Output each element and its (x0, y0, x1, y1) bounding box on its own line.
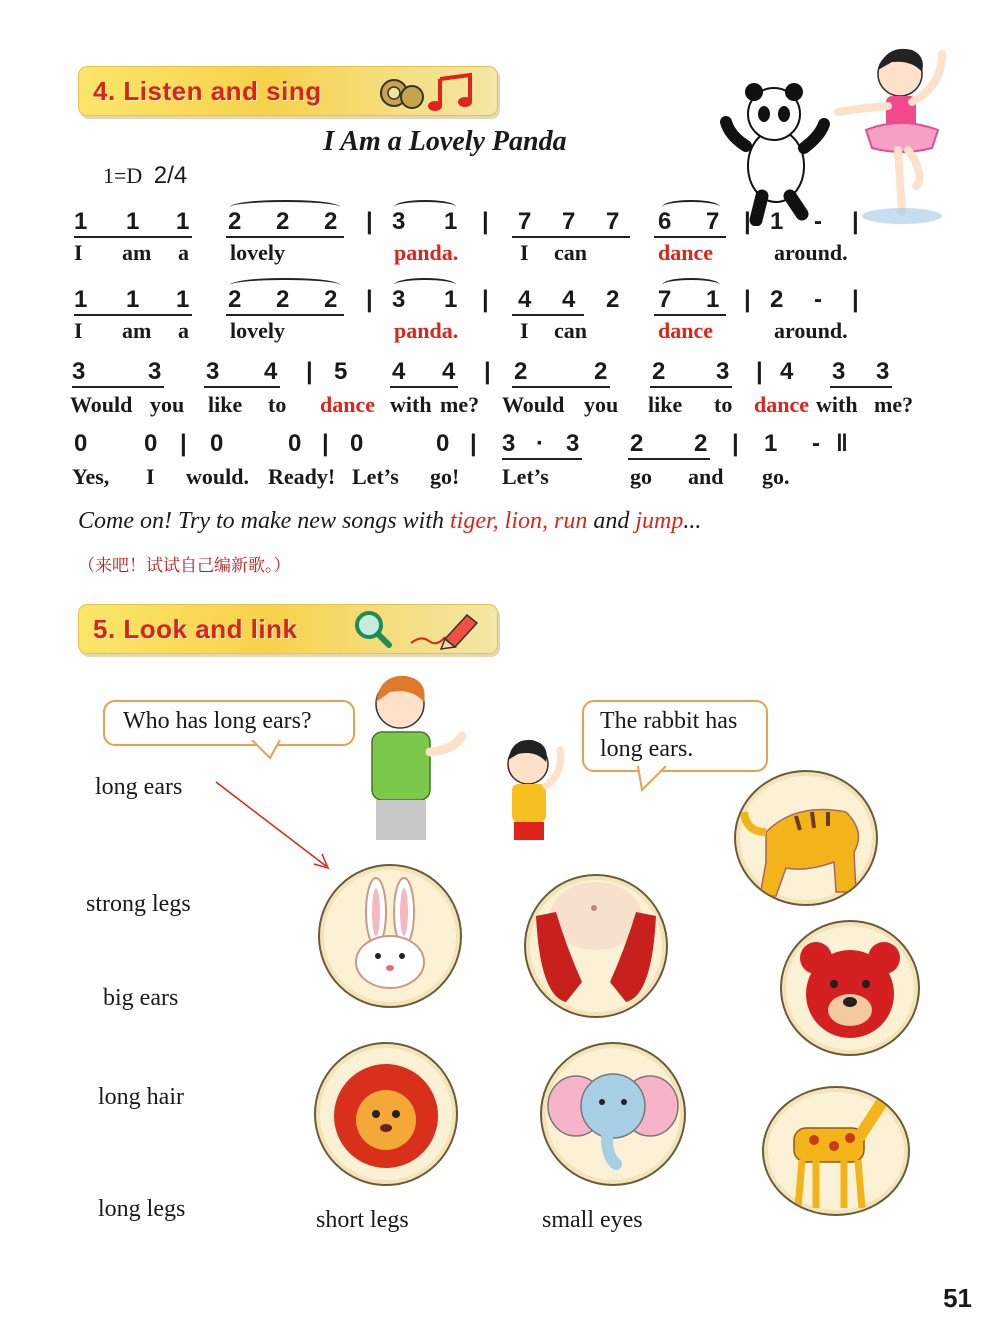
label-strong-legs[interactable]: strong legs (86, 891, 191, 917)
giraffe-icon (764, 1088, 908, 1214)
elephant-icon (542, 1044, 684, 1184)
rabbit-image[interactable] (318, 864, 462, 1008)
link-arrow (210, 776, 340, 876)
bubble-question: Who has long ears? (103, 700, 355, 746)
bubble-tail-right (636, 766, 676, 792)
lion-icon (316, 1044, 456, 1184)
label-long-legs[interactable]: long legs (98, 1196, 186, 1222)
label-short-legs[interactable]: short legs (316, 1207, 409, 1233)
song-title: I Am a Lovely Panda (323, 126, 567, 157)
label-long-ears[interactable]: long ears (95, 774, 183, 800)
rabbit-icon (320, 866, 460, 1006)
section5-banner (78, 604, 498, 654)
headphones-music-icon (374, 71, 484, 113)
label-small-eyes[interactable]: small eyes (542, 1207, 643, 1233)
chinese-note: （来吧！试试自己编新歌。） (78, 556, 291, 576)
tiger-icon (736, 772, 876, 904)
elephant-legs-icon (526, 876, 666, 1016)
giraffe-image[interactable] (762, 1086, 910, 1216)
try-instruction: Come on! Try to make new songs with tiger, lion, run and jump... (78, 508, 702, 534)
man-boy-illustration (350, 672, 580, 852)
label-long-hair[interactable]: long hair (98, 1084, 184, 1110)
lion-image[interactable] (314, 1042, 458, 1186)
panda-girl-illustration (716, 36, 966, 226)
song-key: 1=D 2/4 (103, 162, 188, 189)
section4-title: 4. Listen and sing (93, 76, 322, 106)
section5-title: 5. Look and link (93, 614, 298, 644)
tiger-image[interactable] (734, 770, 878, 906)
bear-icon (782, 922, 918, 1054)
elephant-image[interactable] (540, 1042, 686, 1186)
bubble-answer: The rabbit has long ears. (582, 700, 768, 772)
page-number: 51 (943, 1283, 972, 1313)
bear-image[interactable] (780, 920, 920, 1056)
elephant-legs-image[interactable] (524, 874, 668, 1018)
bubble-tail-left (250, 740, 290, 760)
section4-banner (78, 66, 498, 116)
magnifier-pencil-icon (349, 607, 489, 651)
label-big-ears[interactable]: big ears (103, 985, 179, 1011)
